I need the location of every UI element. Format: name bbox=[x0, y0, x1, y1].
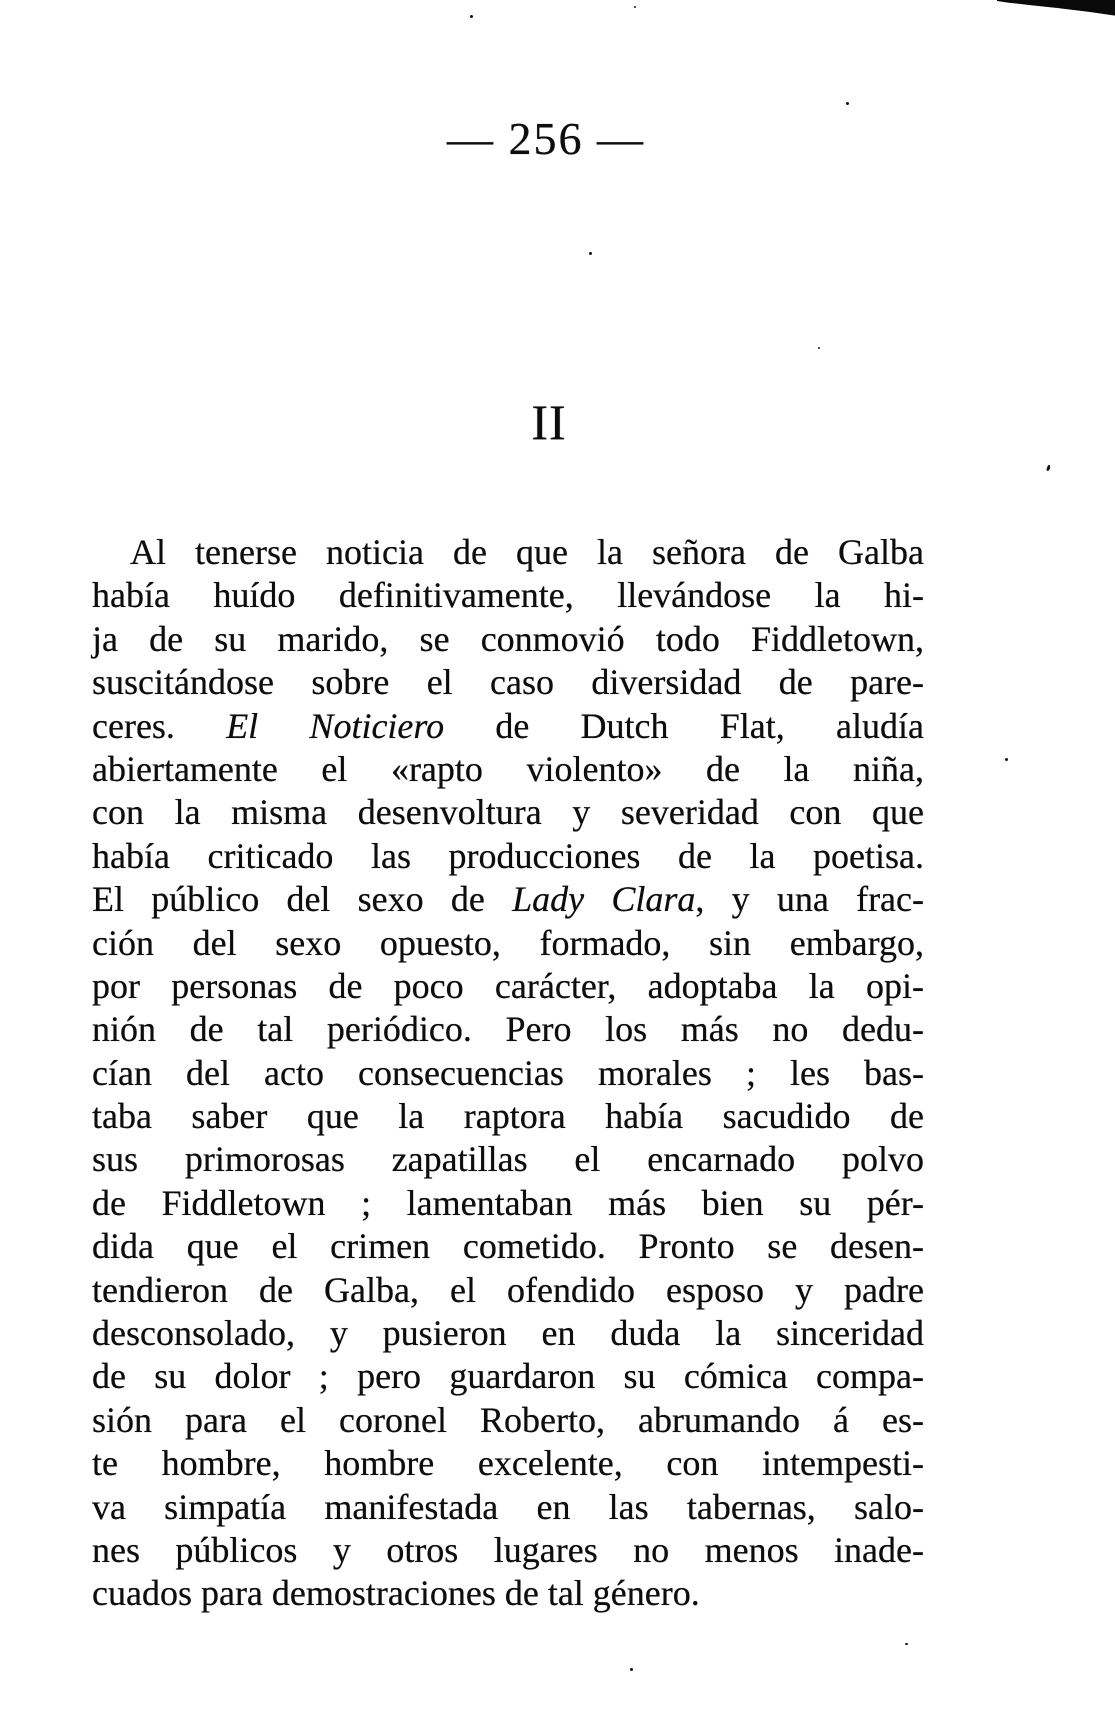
text-line bbox=[92, 1052, 924, 1095]
text-segment: había huído definitivamente, llevándose la hi- bbox=[92, 575, 924, 616]
text-line bbox=[92, 1355, 924, 1398]
text-segment: El público del sexo de bbox=[92, 879, 513, 920]
body-text bbox=[92, 531, 924, 1616]
text-line bbox=[92, 618, 924, 661]
text-segment: con la misma desenvoltura y severidad con que bbox=[92, 792, 924, 833]
scan-speck bbox=[1046, 465, 1051, 472]
text-segment: ja de su marido, se conmovió todo Fiddletown, bbox=[92, 618, 924, 659]
scan-speck bbox=[630, 1668, 633, 1671]
text-line bbox=[92, 705, 924, 748]
text-segment: de Fiddletown ; lamentaban más bien su pér- bbox=[92, 1182, 924, 1223]
text-line bbox=[92, 1138, 924, 1181]
text-line bbox=[92, 878, 924, 921]
text-segment: cían del acto consecuencias morales ; les bas- bbox=[92, 1052, 924, 1093]
text-line bbox=[92, 1442, 924, 1485]
text-segment: sus primorosas zapatillas el encarnado polvo bbox=[92, 1139, 924, 1180]
text-segment: sión para el coronel Roberto, abrumando á es- bbox=[92, 1399, 924, 1440]
scan-speck bbox=[1005, 758, 1008, 761]
text-segment: Al tenerse noticia de que la señora de Galba bbox=[130, 532, 924, 572]
text-line bbox=[92, 922, 924, 965]
text-line bbox=[92, 531, 924, 574]
text-segment: dida que el crimen cometido. Pronto se desen- bbox=[92, 1226, 924, 1267]
chapter-heading: II bbox=[531, 394, 567, 450]
text-line bbox=[92, 1572, 924, 1615]
text-line bbox=[92, 661, 924, 704]
text-segment: , y una frac- bbox=[695, 879, 925, 920]
text-line bbox=[92, 1008, 924, 1051]
text-segment: ceres. bbox=[92, 705, 227, 746]
text-line bbox=[92, 1529, 924, 1572]
text-segment: te hombre, hombre excelente, con intempesti- bbox=[92, 1443, 924, 1484]
text-segment: va simpatía manifestada en las tabernas, salo- bbox=[92, 1486, 924, 1527]
text-line bbox=[92, 1182, 924, 1225]
scan-speck bbox=[846, 102, 849, 105]
text-line bbox=[92, 1269, 924, 1312]
scan-speck bbox=[589, 252, 592, 255]
text-segment: de su dolor ; pero guardaron su cómica compa- bbox=[92, 1356, 924, 1397]
text-line bbox=[92, 574, 924, 617]
page-number: — 256 — bbox=[447, 113, 645, 164]
text-segment: nión de tal periódico. Pero los más no dedu- bbox=[92, 1009, 924, 1050]
scan-speck bbox=[634, 6, 636, 8]
text-line bbox=[92, 835, 924, 878]
text-segment: había criticado las producciones de la poetisa. bbox=[92, 835, 924, 876]
text-line bbox=[92, 1225, 924, 1268]
text-segment: cuados para demostraciones de tal género. bbox=[92, 1573, 700, 1614]
scan-speck bbox=[470, 15, 473, 18]
text-segment: ción del sexo opuesto, formado, sin embargo, bbox=[92, 922, 924, 963]
italic-title-text: El Noticiero bbox=[226, 705, 445, 746]
scan-speck bbox=[905, 1643, 908, 1645]
text-line bbox=[92, 1486, 924, 1529]
text-segment: abiertamente el «rapto violento» de la niña, bbox=[92, 748, 924, 789]
text-segment: desconsolado, y pusieron en duda la sinceridad bbox=[92, 1313, 924, 1354]
text-segment: tendieron de Galba, el ofendido esposo y padre bbox=[92, 1269, 924, 1310]
text-segment: de Dutch Flat, aludía bbox=[444, 705, 924, 746]
text-line bbox=[92, 1095, 924, 1138]
text-line bbox=[92, 791, 924, 834]
text-line bbox=[92, 748, 924, 791]
scan-corner-artifact bbox=[997, 0, 1115, 17]
scan-speck bbox=[818, 347, 820, 349]
text-line bbox=[92, 1399, 924, 1442]
text-segment: taba saber que la raptora había sacudido de bbox=[92, 1096, 924, 1137]
text-segment: suscitándose sobre el caso diversidad de pare- bbox=[92, 662, 924, 703]
text-line bbox=[92, 1312, 924, 1355]
text-segment: nes públicos y otros lugares no menos inade- bbox=[92, 1529, 924, 1570]
text-line bbox=[92, 965, 924, 1008]
italic-title-text: Lady Clara bbox=[512, 879, 696, 920]
text-segment: por personas de poco carácter, adoptaba la opi- bbox=[92, 965, 924, 1006]
